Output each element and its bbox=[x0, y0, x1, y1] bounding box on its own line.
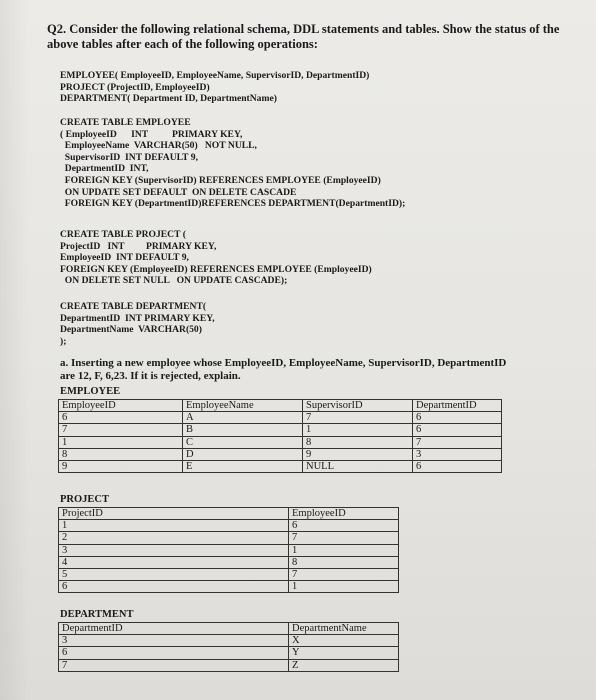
table-cell: 6 bbox=[413, 424, 502, 436]
header-cell: ProjectID bbox=[59, 508, 289, 520]
table-cell: 7 bbox=[413, 436, 502, 448]
table-cell: 8 bbox=[289, 556, 399, 568]
table-cell: 6 bbox=[289, 520, 399, 532]
table-cell: 1 bbox=[303, 424, 413, 436]
table-row bbox=[59, 647, 399, 659]
table-row bbox=[59, 448, 502, 460]
table-row bbox=[59, 424, 502, 436]
table-row bbox=[59, 508, 399, 520]
table-cell: 7 bbox=[59, 659, 289, 671]
table-cell: 6 bbox=[413, 412, 502, 424]
table-cell: 4 bbox=[59, 556, 289, 568]
question-text: Q2. Consider the following relational schema, DDL statements and tables. Show the status of the above tables after each of the following operations: bbox=[47, 22, 560, 51]
table-cell: Y bbox=[289, 647, 399, 659]
table-row bbox=[59, 635, 399, 647]
schema-block: EMPLOYEE( EmployeeID, EmployeeName, SupervisorID, DepartmentID) PROJECT (ProjectID, EmployeeID) DEPARTMENT( Department ID, DepartmentName) bbox=[60, 70, 370, 105]
table-cell: 7 bbox=[289, 568, 399, 580]
table-cell: 7 bbox=[59, 424, 183, 436]
ddl-employee: CREATE TABLE EMPLOYEE ( EmployeeID INT PRIMARY KEY, EmployeeName VARCHAR(50) NOT NULL, SupervisorID INT DEFAULT 9, DepartmentID INT, FOREIGN KEY (SupervisorID) REFERENCES EMPLOYEE (EmployeeID) ON UPDATE SET DEFAULT ON DELETE CASCADE FOREIGN KEY (DepartmentID)REFERENCES DEPARTMENT(DepartmentID); bbox=[60, 117, 406, 210]
project-table bbox=[58, 507, 399, 593]
table-cell: 1 bbox=[59, 520, 289, 532]
table-cell: C bbox=[183, 436, 303, 448]
page-shadow bbox=[0, 0, 30, 700]
header-cell: DepartmentID bbox=[59, 623, 289, 635]
department-table bbox=[58, 622, 399, 672]
ddl-project: CREATE TABLE PROJECT ( ProjectID INT PRIMARY KEY, EmployeeID INT DEFAULT 9, FOREIGN KEY (EmployeeID) REFERENCES EMPLOYEE (EmployeeID) ON DELETE SET NULL ON UPDATE CASCADE); bbox=[60, 229, 372, 287]
table-row bbox=[59, 556, 399, 568]
table-cell: A bbox=[183, 412, 303, 424]
table-cell: D bbox=[183, 448, 303, 460]
part-a-text: a. Inserting a new employee whose EmployeeID, EmployeeName, SupervisorID, DepartmentID are 12, F, 6,23. If it is rejected, explain. bbox=[60, 357, 507, 382]
table-cell: 6 bbox=[59, 412, 183, 424]
project-table-title: PROJECT bbox=[60, 494, 110, 505]
table-row bbox=[59, 568, 399, 580]
table-cell: 9 bbox=[59, 460, 183, 472]
table-row bbox=[59, 659, 399, 671]
table-cell: 1 bbox=[59, 436, 183, 448]
department-table-title: DEPARTMENT bbox=[60, 609, 134, 620]
header-cell: EmployeeName bbox=[183, 400, 303, 412]
table-row bbox=[59, 436, 502, 448]
table-cell: 7 bbox=[303, 412, 413, 424]
header-cell: SupervisorID bbox=[303, 400, 413, 412]
header-cell: DepartmentName bbox=[289, 623, 399, 635]
table-cell: NULL bbox=[303, 460, 413, 472]
table-row bbox=[59, 623, 399, 635]
table-cell: Z bbox=[289, 659, 399, 671]
table-cell: 1 bbox=[289, 581, 399, 593]
table-cell: 6 bbox=[59, 647, 289, 659]
table-cell: 6 bbox=[413, 460, 502, 472]
header-cell: DepartmentID bbox=[413, 400, 502, 412]
ddl-department: CREATE TABLE DEPARTMENT( DepartmentID INT PRIMARY KEY, DepartmentName VARCHAR(50) ); bbox=[60, 301, 215, 347]
table-cell: 2 bbox=[59, 532, 289, 544]
table-cell: B bbox=[183, 424, 303, 436]
table-cell: 8 bbox=[303, 436, 413, 448]
table-cell: 3 bbox=[413, 448, 502, 460]
table-row bbox=[59, 532, 399, 544]
table-cell: 5 bbox=[59, 568, 289, 580]
table-row bbox=[59, 544, 399, 556]
table-row bbox=[59, 400, 502, 412]
table-cell: 3 bbox=[59, 544, 289, 556]
table-cell: 7 bbox=[289, 532, 399, 544]
header-cell: EmployeeID bbox=[289, 508, 399, 520]
table-cell: E bbox=[183, 460, 303, 472]
table-row bbox=[59, 520, 399, 532]
table-cell: 3 bbox=[59, 635, 289, 647]
table-cell: 1 bbox=[289, 544, 399, 556]
table-row bbox=[59, 460, 502, 472]
table-row bbox=[59, 412, 502, 424]
table-cell: X bbox=[289, 635, 399, 647]
table-cell: 9 bbox=[303, 448, 413, 460]
employee-table-title: EMPLOYEE bbox=[60, 386, 121, 397]
table-row bbox=[59, 581, 399, 593]
table-cell: 8 bbox=[59, 448, 183, 460]
employee-table bbox=[58, 399, 502, 473]
table-cell: 6 bbox=[59, 581, 289, 593]
header-cell: EmployeeID bbox=[59, 400, 183, 412]
